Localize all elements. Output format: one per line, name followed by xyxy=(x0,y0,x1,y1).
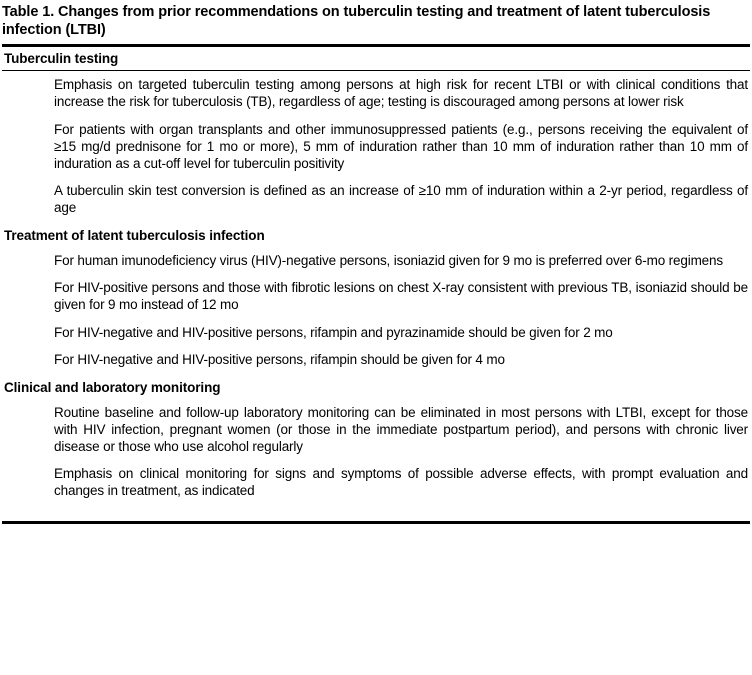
table-section-tuberculin-testing xyxy=(2,47,750,224)
table-paragraph: For HIV-positive persons and those with fibrotic lesions on chest X-ray consistent with previous TB, isoniazid should be given for 9 mo instead of 12 mo xyxy=(54,280,748,313)
table-title: Table 1. Changes from prior recommendations on tuberculin testing and treatment of latent tuberculosis infection (LTBI) xyxy=(2,4,711,38)
table-bottom-spacer xyxy=(2,507,750,521)
section-body xyxy=(2,71,750,224)
section-heading: Clinical and laboratory monitoring xyxy=(4,379,221,395)
table-paragraph: Emphasis on targeted tuberculin testing among persons at high risk for recent LTBI or with clinical conditions that increase the risk for tuberculosis (TB), regardless of age; testing is discouraged among persons at lower risk xyxy=(54,77,748,110)
table-paragraph: Emphasis on clinical monitoring for signs and symptoms of possible adverse effects, with prompt evaluation and changes in treatment, as indicated xyxy=(54,466,748,499)
table-section-clinical-and-laboratory-monitoring xyxy=(2,376,750,508)
section-heading: Treatment of latent tuberculosis infection xyxy=(4,228,265,244)
table-bottom-rule xyxy=(2,521,750,524)
section-body xyxy=(2,247,750,376)
table-section-treatment-of-latent-tuberculosis-infection xyxy=(2,224,750,376)
table-paragraph: For HIV-negative and HIV-positive persons, rifampin should be given for 4 mo xyxy=(54,351,505,367)
table-paragraph: Routine baseline and follow-up laboratory monitoring can be eliminated in most persons with LTBI, except for those with HIV infection, pregnant women (or those in the immediate postpartum period), and persons with chronic liver disease or those who use alcohol regularly xyxy=(54,404,748,454)
section-body xyxy=(2,399,750,508)
table-paragraph: For patients with organ transplants and other immunosuppressed patients (e.g., persons receiving the equivalent of ≥15 mg/d prednisone for 1 mo or more), 5 mm of induration rather than 10 mm of induration rather than 10 mm of induration as a cut-off level for tuberculin positivity xyxy=(54,121,748,171)
table-paragraph: For HIV-negative and HIV-positive persons, rifampin and pyrazinamide should be given for 2 mo xyxy=(54,324,613,340)
section-heading: Tuberculin testing xyxy=(4,51,119,67)
table-paragraph: A tuberculin skin test conversion is defined as an increase of ≥10 mm of induration within a 2-yr period, regardless of age xyxy=(54,182,748,216)
table-paragraph: For human imunodeficiency virus (HIV)-negative persons, isoniazid given for 9 mo is preferred over 6-mo regimens xyxy=(54,253,723,269)
